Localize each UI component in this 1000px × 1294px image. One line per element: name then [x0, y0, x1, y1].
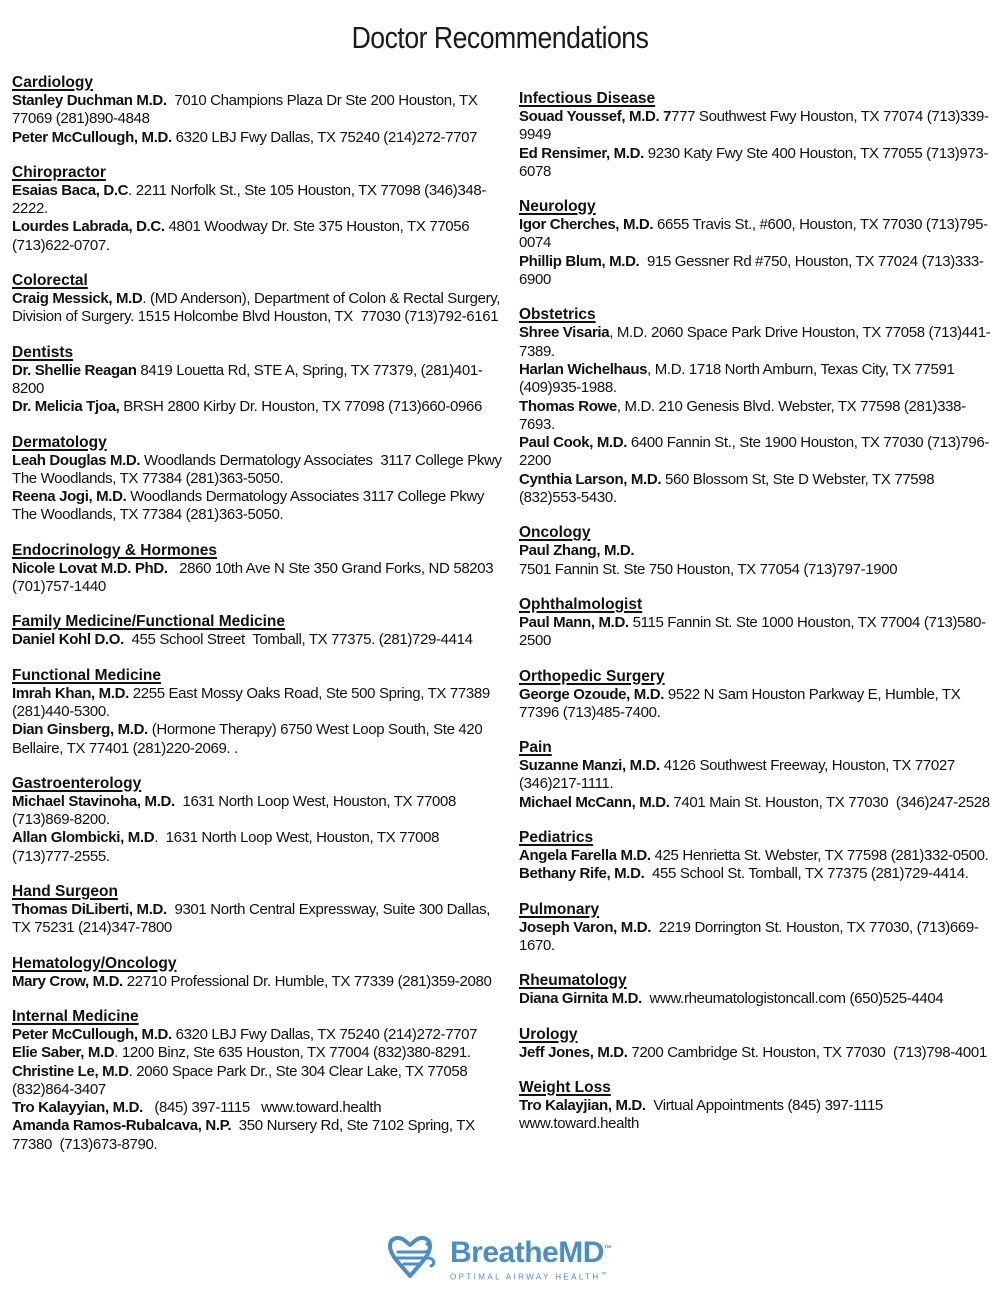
doctor-details: 7010 Champions Plaza Dr Ste 200 Houston, TX 77069 (281)890-4848	[12, 92, 482, 128]
doctor-entry	[519, 471, 997, 508]
doctor-details: , M.D. 2060 Space Park Drive Houston, TX 77058 (713)441-7389.	[519, 324, 991, 360]
section-family-medicine-functional-medicine	[12, 613, 502, 649]
doctor-details: (845) 397-1115 www.toward.health	[142, 1099, 382, 1117]
section-heading: Neurology	[519, 198, 596, 216]
doctor-name: Jeff Jones, M.D.	[519, 1043, 628, 1061]
doctor-name: Suzanne Manzi, M.D.	[519, 757, 660, 775]
doctor-name: Imrah Khan, M.D.	[12, 684, 129, 702]
doctor-name: Tro Kalayjian, M.D.	[519, 1096, 646, 1114]
doctor-details: 7200 Cambridge St. Houston, TX 77030 (713)798-4001	[627, 1043, 987, 1061]
section-dermatology	[12, 433, 506, 525]
section-internal-medicine	[12, 1008, 502, 1154]
section-heading: Pediatrics	[519, 829, 594, 847]
doctor-details: 7401 Main St. Houston, TX 77030 (346)247-2528	[669, 793, 990, 811]
section-functional-medicine	[12, 667, 502, 758]
section-heading: Oncology	[519, 524, 591, 542]
doctor-details: 455 School Street Tomball, TX 77375. (281)729-4414	[123, 631, 473, 649]
section-rheumatology	[519, 972, 997, 1008]
doctor-entry	[12, 973, 502, 991]
section-obstetrics	[519, 306, 997, 507]
doctor-details: 915 Gessner Rd #750, Houston, TX 77024 (713)333-6900	[519, 252, 984, 289]
doctor-details: Virtual Appointments (845) 397-1115	[645, 1096, 883, 1114]
section-heading: Weight Loss	[519, 1078, 611, 1096]
doctor-entry	[519, 108, 997, 145]
doctor-name: Thomas DiLiberti, M.D.	[12, 901, 167, 919]
doctor-details: 2219 Dorrington St. Houston, TX 77030, (713)669-1670.	[519, 918, 979, 954]
doctor-details: . (MD Anderson), Department of Colon & Rectal Surgery, Division of Surgery. 1515 Holcombe Blvd Houston, TX 77030 (713)792-6161	[12, 290, 504, 326]
doctor-entry	[519, 145, 997, 182]
section-orthopedic-surgery	[519, 668, 997, 723]
section-heading: Rheumatology	[519, 972, 627, 990]
section-heading: Infectious Disease	[519, 90, 656, 107]
doctor-name: Shree Visaria	[519, 324, 610, 342]
doctor-name: Leah Douglas M.D.	[12, 451, 141, 469]
doctor-name: Reena Jogi, M.D.	[12, 488, 127, 506]
section-pulmonary	[519, 901, 997, 956]
doctor-name: Thomas Rowe	[519, 397, 617, 415]
section-gastroenterology	[12, 775, 502, 866]
doctor-entry	[519, 1115, 997, 1133]
doctor-entry	[12, 398, 502, 416]
section-heading: Pulmonary	[519, 900, 600, 918]
doctor-details: . 2211 Norfolk St., Ste 105 Houston, TX 77098 (346)348-2222.	[12, 181, 487, 218]
doctor-name: Stanley Duchman M.D.	[12, 92, 167, 109]
doctor-details: 777 Southwest Fwy Houston, TX 77074 (713)339-9949	[519, 108, 989, 144]
doctor-entry	[12, 362, 502, 399]
doctor-name: George Ozoude, M.D.	[519, 685, 665, 703]
breathemd-logo-icon	[384, 1232, 446, 1284]
doctor-entry	[12, 1044, 502, 1062]
doctor-entry	[12, 218, 502, 255]
doctor-details: 6320 LBJ Fwy Dallas, TX 75240 (214)272-7707	[171, 128, 478, 146]
doctor-entry	[519, 542, 997, 560]
section-oncology	[519, 524, 997, 579]
section-ophthalmologist	[519, 596, 997, 651]
logo-wordmark: BreatheMD™	[450, 1235, 612, 1269]
doctor-entry	[12, 793, 502, 830]
doctor-name: Harlan Wichelhaus	[519, 360, 648, 378]
section-heading: Orthopedic Surgery	[519, 667, 665, 685]
section-heading: Ophthalmologist	[519, 595, 643, 613]
doctor-details: 6400 Fannin St., Ste 1900 Houston, TX 77030 (713)796-2200	[519, 434, 990, 470]
section-endocrinology-hormones	[12, 542, 502, 597]
doctor-details: 4801 Woodway Dr. Ste 375 Houston, TX 77056 (713)622-0707.	[12, 218, 474, 254]
doctor-entry	[12, 721, 502, 758]
doctor-name: Elie Saber, M.D	[12, 1044, 115, 1062]
section-weight-loss	[519, 1079, 997, 1134]
doctor-name: Souad Youssef, M.D. 7	[519, 108, 672, 125]
section-heading: Chiropractor	[12, 163, 106, 181]
doctor-entry	[519, 686, 997, 723]
section-heading: Endocrinology & Hormones	[12, 541, 217, 559]
doctor-name: Igor Cherches, M.D.	[519, 216, 654, 234]
doctor-name: Mary Crow, M.D.	[12, 972, 123, 990]
doctor-details: 22710 Professional Dr. Humble, TX 77339 (281)359-2080	[122, 972, 492, 990]
doctor-name: Peter McCullough, M.D.	[12, 128, 172, 146]
left-column	[12, 74, 506, 1171]
doctor-details: www.toward.health	[519, 1115, 639, 1133]
doctor-name: Daniel Kohl D.O.	[12, 631, 124, 649]
doctor-details: , M.D. 210 Genesis Blvd. Webster, TX 77598 (281)338-7693.	[519, 397, 966, 433]
doctor-entry	[519, 757, 997, 794]
doctor-entry	[519, 434, 997, 471]
doctor-details: 5115 Fannin St. Ste 1000 Houston, TX 77004 (713)580-2500	[519, 613, 986, 650]
doctor-name: Paul Cook, M.D.	[519, 434, 628, 452]
doctor-name: Esaias Baca, D.C	[12, 181, 129, 199]
doctor-details: 1631 North Loop West, Houston, TX 77008 (713)869-8200.	[12, 792, 460, 829]
doctor-name: Amanda Ramos-Rubalcava, N.P.	[12, 1117, 232, 1135]
doctor-entry	[519, 990, 997, 1008]
section-neurology	[519, 198, 997, 289]
doctor-name: Lourdes Labrada, D.C.	[12, 218, 165, 236]
doctor-entry	[12, 451, 506, 489]
doctor-entry	[12, 901, 502, 938]
doctor-entry	[519, 1044, 997, 1062]
doctor-details: www.rheumatologistoncall.com (650)525-4404	[641, 990, 944, 1008]
right-column	[519, 90, 997, 1150]
doctor-name: Peter McCullough, M.D.	[12, 1025, 172, 1043]
doctor-name: Paul Zhang, M.D.	[519, 542, 635, 560]
doctor-name: Dr. Shellie Reagan	[12, 361, 137, 379]
doctor-details: BRSH 2800 Kirby Dr. Houston, TX 77098 (713)660-0966	[119, 398, 483, 416]
doctor-entry	[12, 631, 502, 649]
page-title: Doctor Recommendations	[351, 20, 649, 55]
section-heading: Hand Surgeon	[12, 883, 118, 901]
doctor-details: . 2060 Space Park Dr., Ste 304 Clear Lake, TX 77058 (832)864-3407	[12, 1062, 472, 1098]
section-hematology-oncology	[12, 955, 502, 991]
section-heading: Colorectal	[12, 272, 88, 290]
doctor-entry	[12, 829, 502, 866]
logo-tagline: OPTIMAL AIRWAY HEALTH™	[450, 1271, 609, 1282]
breathemd-logo	[384, 1230, 624, 1286]
doctor-name: Allan Glombicki, M.D	[12, 829, 155, 847]
doctor-name: Diana Girnita M.D.	[519, 990, 642, 1008]
doctor-details: 6320 LBJ Fwy Dallas, TX 75240 (214)272-7707	[171, 1025, 478, 1043]
doctor-entry	[519, 216, 997, 253]
doctor-details: 455 School St. Tomball, TX 77375 (281)729-4414.	[644, 865, 969, 883]
section-heading: Dermatology	[12, 433, 107, 451]
section-urology	[519, 1026, 997, 1062]
doctor-entry	[519, 614, 997, 651]
section-heading: Hematology/Oncology	[12, 954, 177, 972]
doctor-name: Angela Farella M.D.	[519, 847, 651, 865]
section-heading: Functional Medicine	[12, 666, 161, 684]
doctor-name: Joseph Varon, M.D.	[519, 918, 652, 936]
section-heading: Pain	[519, 739, 552, 757]
doctor-name: Nicole Lovat M.D. PhD.	[12, 559, 168, 577]
doctor-name: Michael McCann, M.D.	[519, 793, 670, 811]
doctor-name: Ed Rensimer, M.D.	[519, 144, 644, 162]
doctor-details: 2255 East Mossy Oaks Road, Ste 500 Spring, TX 77389 (281)440-5300.	[12, 684, 498, 720]
doctor-details: 350 Nursery Rd, Ste 7102 Spring, TX 77380 (713)673-8790.	[12, 1117, 479, 1153]
doctor-entry	[519, 253, 997, 290]
section-infectious-disease	[519, 90, 997, 181]
section-colorectal	[12, 272, 502, 327]
section-hand-surgeon	[12, 883, 502, 938]
section-dentists	[12, 344, 502, 417]
doctor-entry	[12, 1117, 502, 1154]
doctor-details: 7501 Fannin St. Ste 750 Houston, TX 77054 (713)797-1900	[519, 560, 898, 578]
breathemd-logo-text	[450, 1234, 611, 1283]
doctor-details: 9522 N Sam Houston Parkway E, Humble, TX 77396 (713)485-7400.	[519, 685, 965, 721]
doctor-details: . 1631 North Loop West, Houston, TX 77008 (713)777-2555.	[12, 829, 443, 865]
doctor-name: Phillip Blum, M.D.	[519, 252, 640, 270]
doctor-entry	[519, 561, 997, 579]
doctor-entry	[12, 488, 502, 525]
doctor-name: Bethany Rife, M.D.	[519, 865, 645, 883]
section-heading: Cardiology	[12, 74, 93, 91]
doctor-entry	[12, 1063, 502, 1100]
section-heading: Internal Medicine	[12, 1007, 139, 1025]
doctor-details: 2860 10th Ave N Ste 350 Grand Forks, ND 58203 (701)757-1440	[12, 559, 498, 596]
doctor-details: 6655 Travis St., #600, Houston, TX 77030 (713)795-0074	[519, 216, 988, 252]
section-heading: Family Medicine/Functional Medicine	[12, 613, 286, 631]
doctor-name: Dr. Melicia Tjoa,	[12, 398, 120, 416]
doctor-details: 560 Blossom St, Ste D Webster, TX 77598 (832)553-5430.	[519, 470, 939, 507]
doctor-details: Woodlands Dermatology Associates 3117 College Pkwy The Woodlands, TX 77384 (281)363-5050.	[12, 451, 506, 487]
doctor-entry	[12, 182, 502, 219]
section-cardiology	[12, 74, 502, 147]
section-chiropractor	[12, 164, 502, 255]
doctor-name: Paul Mann, M.D.	[519, 613, 629, 631]
doctor-name: Christine Le, M.D	[12, 1062, 129, 1080]
section-pediatrics	[519, 829, 997, 884]
doctor-details: 425 Henrietta St. Webster, TX 77598 (281)332-0500.	[650, 847, 989, 865]
section-heading: Gastroenterology	[12, 774, 142, 792]
section-heading: Urology	[519, 1025, 578, 1043]
section-heading: Dentists	[12, 343, 74, 361]
doctor-entry	[12, 129, 502, 147]
doctor-details: Woodlands Dermatology Associates 3117 College Pkwy The Woodlands, TX 77384 (281)363-5050.	[12, 488, 488, 524]
doctor-details: . 1200 Binz, Ste 635 Houston, TX 77004 (832)380-8291.	[114, 1044, 471, 1062]
doctor-entry	[519, 865, 997, 883]
section-heading: Obstetrics	[519, 306, 596, 324]
doctor-name: Dian Ginsberg, M.D.	[12, 721, 148, 739]
doctor-entry	[12, 290, 502, 327]
section-pain	[519, 739, 997, 812]
doctor-details: , M.D. 1718 North Amburn, Texas City, TX 77591 (409)935-1988.	[519, 360, 959, 397]
doctor-details: 9230 Katy Fwy Ste 400 Houston, TX 77055 (713)973-6078	[519, 144, 989, 180]
doctor-entry	[519, 794, 997, 812]
doctor-entry	[12, 1099, 502, 1117]
doctor-details: 9301 North Central Expressway, Suite 300 Dallas, TX 75231 (214)347-7800	[12, 901, 494, 937]
doctor-entry	[519, 1097, 997, 1115]
doctor-entry	[519, 919, 997, 956]
doctor-entry	[12, 560, 502, 597]
doctor-entry	[519, 398, 997, 435]
doctor-entry	[519, 847, 997, 865]
doctor-entry	[12, 92, 502, 129]
doctor-entry	[519, 361, 997, 398]
doctor-name: Craig Messick, M.D	[12, 290, 143, 308]
doctor-entry	[12, 1026, 502, 1044]
doctor-details: 4126 Southwest Freeway, Houston, TX 77027 (346)217-1111.	[519, 757, 959, 793]
doctor-name: Cynthia Larson, M.D.	[519, 470, 662, 488]
doctor-name: Michael Stavinoha, M.D.	[12, 792, 175, 810]
doctor-entry	[12, 685, 502, 722]
doctor-details: (Hormone Therapy) 6750 West Loop South, Ste 420 Bellaire, TX 77401 (281)220-2069. .	[12, 721, 487, 757]
doctor-name: Tro Kalayyian, M.D.	[12, 1099, 143, 1117]
doctor-details: 8419 Louetta Rd, STE A, Spring, TX 77379, (281)401-8200	[12, 361, 483, 397]
doctor-entry	[519, 324, 997, 361]
